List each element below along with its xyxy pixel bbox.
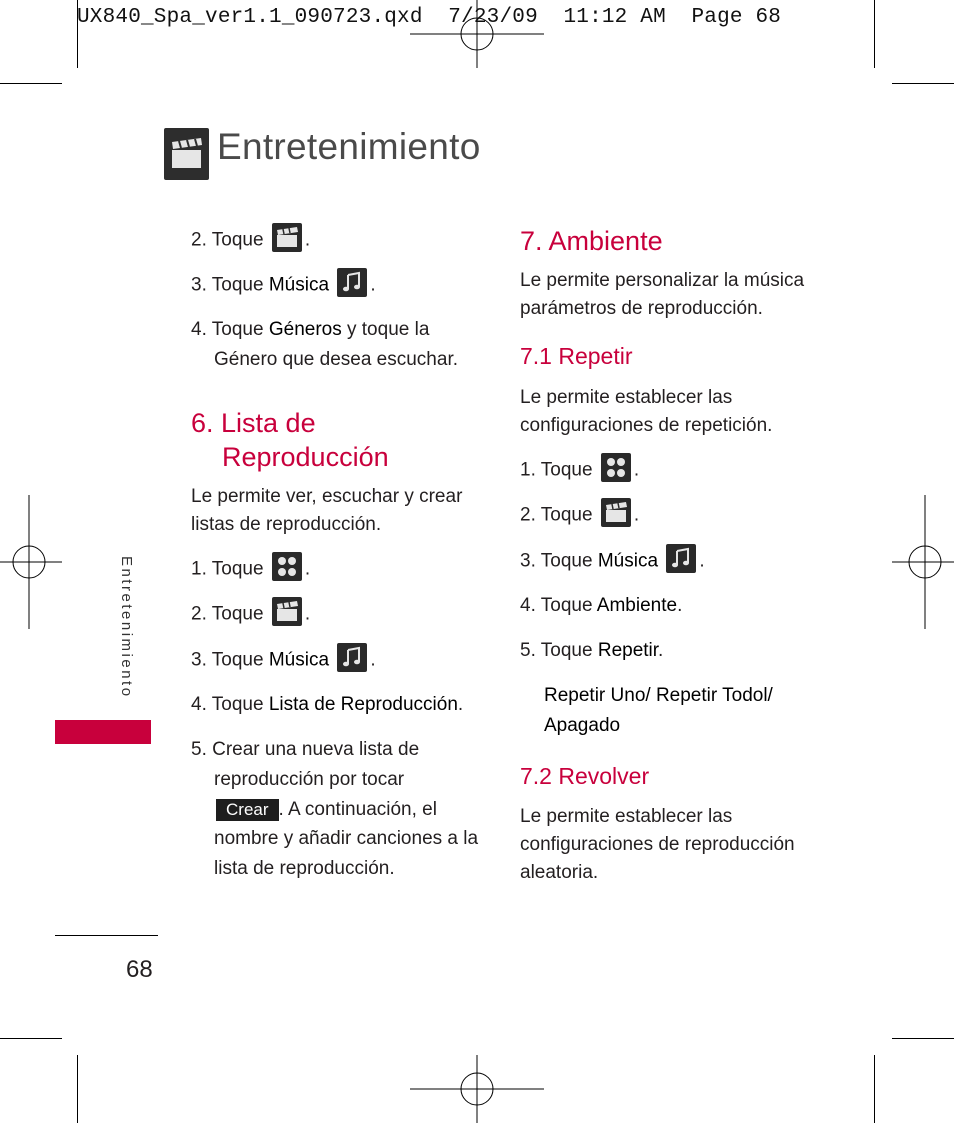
chapter-tab-marker [55,720,151,744]
section-6-heading-line2: Reproducción [222,442,389,472]
step-line: 3. Toque Música . [191,646,376,675]
section-7-2-description: Le permite establecer las [520,806,733,827]
crop-mark [874,1055,875,1123]
clapperboard-icon [601,498,631,527]
step-5-line: reproducción por tocar [214,769,405,790]
registration-mark-left [0,495,62,629]
menu-grid-icon [272,552,302,581]
music-note-icon [337,643,367,672]
repeat-options: Repetir Uno/ Repetir Todol/ [544,685,773,706]
section-7-2-heading: 7.2 Revolver [520,763,650,789]
crop-mark [892,83,954,84]
music-note-icon [337,268,367,297]
section-6-heading-line1: 6. Lista de [191,408,316,438]
crop-mark [0,1038,62,1039]
sidebar-chapter-label: Entretenimiento [118,556,135,699]
step-5-line: nombre y añadir canciones a la [214,828,479,849]
print-slug: UX840_Spa_ver1.1_090723.qxd 7/23/09 11:12 AM Page 68 [77,6,782,29]
clapperboard-icon [164,128,209,180]
step-line: 1. Toque . [520,456,639,485]
step-line: 2. Toque . [191,226,310,255]
registration-mark-right [892,495,954,629]
crop-mark [892,1038,954,1039]
section-6-description: listas de reproducción. [191,514,382,535]
crop-mark [874,0,875,68]
step-line: 3. Toque Música . [191,271,376,300]
step-line-continued: Género que desea escuchar. [214,349,459,370]
step-line: 4. Toque Ambiente. [520,595,683,616]
clapperboard-icon [272,223,302,252]
menu-grid-icon [601,453,631,482]
music-note-icon [666,544,696,573]
section-6-description: Le permite ver, escuchar y crear [191,486,463,507]
clapperboard-icon [272,597,302,626]
step-5-line: lista de reproducción. [214,858,395,879]
crear-button: Crear [216,799,279,821]
section-7-1-description: configuraciones de repetición. [520,415,773,436]
section-7-2-description: configuraciones de reproducción [520,834,795,855]
footer-rule [55,935,158,936]
crop-mark [0,83,62,84]
step-line: 3. Toque Música . [520,547,705,576]
crop-mark [77,1055,78,1123]
section-7-description: parámetros de reproducción. [520,298,763,319]
section-7-1-description: Le permite establecer las [520,387,733,408]
section-7-2-description: aleatoria. [520,862,599,883]
step-line: 2. Toque . [191,600,310,629]
registration-mark-bottom [410,1055,544,1123]
section-7-description: Le permite personalizar la música [520,270,805,291]
page-title: Entretenimiento [217,126,481,167]
step-line: 2. Toque . [520,501,639,530]
repeat-options: Apagado [544,715,621,736]
page-number: 68 [126,956,153,983]
step-line: 1. Toque . [191,555,310,584]
step-5-line: 5. Crear una nueva lista de [191,739,420,760]
step-line: 4. Toque Lista de Reproducción. [191,694,464,715]
section-7-heading: 7. Ambiente [520,226,663,256]
step-line: 4. Toque Géneros y toque la [191,319,430,340]
section-7-1-heading: 7.1 Repetir [520,343,633,369]
step-line: 5. Toque Repetir. [520,640,664,661]
step-5-line: Crear . A continuación, el [214,796,437,824]
